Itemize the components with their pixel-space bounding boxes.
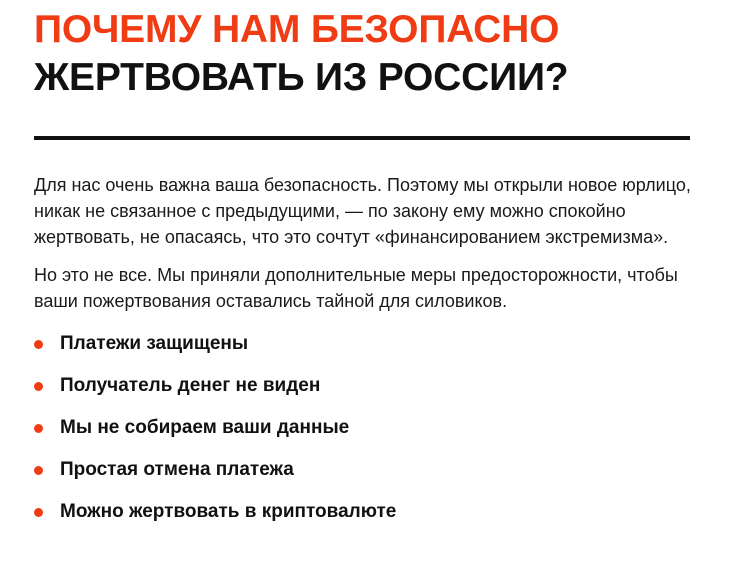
feature-label: Можно жертвовать в криптовалюте — [60, 501, 397, 522]
paragraph-safety: Для нас очень важна ваша безопасность. Поэтому мы открыли новое юрлицо, никак не связанное с предыдущими, — по закону ему можно спокойно жертвовать, не опасаясь, что это сочтут «финансированием экстремизма». — [34, 175, 691, 247]
feature-label: Мы не собираем ваши данные — [60, 417, 350, 438]
dot-bullet-icon — [34, 340, 43, 349]
feature-label: Платежи защищены — [60, 333, 249, 354]
feature-item-payments-protected — [34, 330, 694, 358]
page-title-line-accent: ПОЧЕМУ НАМ БЕЗОПАСНО — [34, 8, 560, 51]
safety-section — [34, 0, 694, 540]
feature-item-crypto — [34, 498, 694, 526]
dot-bullet-icon — [34, 424, 43, 433]
feature-list — [34, 330, 694, 526]
paragraph-precautions: Но это не все. Мы приняли дополнительные меры предосторожности, чтобы ваши пожертвования оставались тайной для силовиков. — [34, 265, 678, 311]
feature-item-recipient-hidden — [34, 372, 694, 400]
description — [34, 172, 694, 314]
divider — [34, 136, 690, 140]
feature-label: Простая отмена платежа — [60, 459, 294, 480]
feature-item-no-data-collection — [34, 414, 694, 442]
dot-bullet-icon — [34, 466, 43, 475]
page-title-line-dark: ЖЕРТВОВАТЬ ИЗ РОССИИ? — [34, 56, 569, 99]
dot-bullet-icon — [34, 382, 43, 391]
feature-item-easy-cancel — [34, 456, 694, 484]
page-title — [34, 0, 694, 102]
feature-label: Получатель денег не виден — [60, 375, 321, 396]
dot-bullet-icon — [34, 508, 43, 517]
